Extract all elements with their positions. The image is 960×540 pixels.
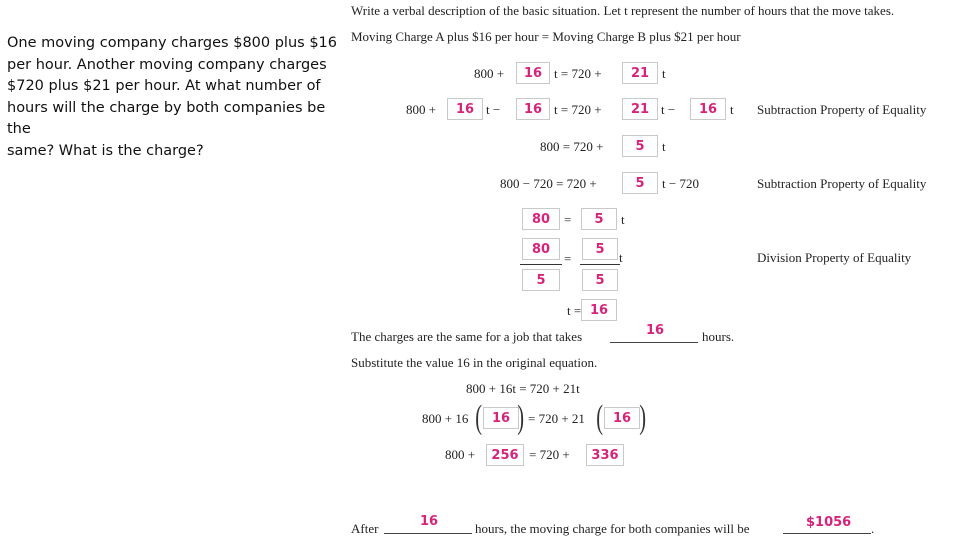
- eq4-right: t − 720: [662, 176, 699, 191]
- same-charge-answer-line: [610, 342, 698, 343]
- conclusion-hours-line: [384, 533, 472, 534]
- sub-result-answer-box-b[interactable]: 336: [586, 444, 624, 466]
- eq7-answer-box-a[interactable]: 16: [581, 299, 617, 321]
- eq1-mid: t = 720 +: [554, 66, 602, 81]
- instruction-text: Write a verbal description of the basic situation. Let t represent the number of hours that the move takes.: [351, 3, 895, 18]
- eq6-fraction-bar-a: [520, 264, 562, 265]
- eq3-answer-box-a[interactable]: 5: [622, 135, 658, 157]
- same-charge-answer[interactable]: 16: [646, 323, 665, 338]
- eq5-answer-box-a[interactable]: 80: [522, 208, 560, 230]
- conclusion-charge-answer[interactable]: $1056: [806, 515, 852, 530]
- eq1-answer-box-a[interactable]: 16: [516, 62, 550, 84]
- eq4-reason: Subtraction Property of Equality: [757, 176, 927, 191]
- open-paren: (: [596, 399, 604, 436]
- conclusion-hours-answer[interactable]: 16: [420, 514, 439, 527]
- problem-statement: [7, 33, 337, 163]
- substitute-instruction: Substitute the value 16 in the original equation.: [351, 355, 598, 370]
- eq2-mid2: t = 720 +: [554, 102, 602, 117]
- eq1-left: 800 +: [474, 66, 505, 81]
- eq5-right: t: [621, 212, 625, 227]
- eq2-mid3: t −: [661, 102, 676, 117]
- eq5-answer-box-b[interactable]: 5: [581, 208, 617, 230]
- sub-eq-answer-box-b[interactable]: 16: [604, 407, 640, 429]
- eq6-numerator-box-b[interactable]: 5: [582, 238, 618, 260]
- conclusion-period: .: [871, 521, 875, 536]
- eq2-answer-box-c[interactable]: 21: [622, 98, 658, 120]
- eq2-answer-box-d[interactable]: 16: [690, 98, 726, 120]
- verbal-description: Moving Charge A plus $16 per hour = Moving Charge B plus $21 per hour: [351, 29, 741, 44]
- problem-line: same? What is the charge?: [7, 142, 204, 159]
- eq2-left: 800 +: [406, 102, 437, 117]
- eq4-left: 800 − 720 = 720 +: [500, 176, 597, 191]
- conclusion-text: hours, the moving charge for both companies will be: [475, 521, 750, 536]
- eq6-fraction-bar-b: [580, 264, 620, 265]
- same-charge-text: The charges are the same for a job that takes: [351, 329, 583, 344]
- eq6-denominator-box-b[interactable]: 5: [582, 269, 618, 291]
- eq6-numerator-box-a[interactable]: 80: [522, 238, 560, 260]
- problem-line: per hour. Another moving company charges: [7, 56, 327, 73]
- sub-result-answer-box-a[interactable]: 256: [486, 444, 524, 466]
- eq1-answer-box-b[interactable]: 21: [622, 62, 658, 84]
- eq3-left: 800 = 720 +: [540, 139, 604, 154]
- close-paren: ): [517, 399, 525, 436]
- problem-line: One moving company charges $800 plus $16: [7, 35, 337, 51]
- eq2-answer-box-a[interactable]: 16: [447, 98, 483, 120]
- sub-eq-mid: = 720 + 21: [528, 411, 585, 426]
- original-equation: 800 + 16t = 720 + 21t: [466, 381, 580, 396]
- problem-line: $720 plus $21 per hour. At what number of: [7, 78, 321, 95]
- eq6-denominator-box-a[interactable]: 5: [522, 269, 560, 291]
- eq5-equals: =: [564, 212, 572, 227]
- eq2-mid1: t −: [486, 102, 501, 117]
- eq6-reason: Division Property of Equality: [757, 250, 912, 265]
- eq7-left: t =: [567, 303, 582, 318]
- eq6-equals: =: [564, 251, 572, 266]
- sub-eq-answer-box-a[interactable]: 16: [483, 407, 519, 429]
- sub-eq-left: 800 + 16: [422, 411, 469, 426]
- conclusion-after: After: [351, 521, 379, 536]
- open-paren: (: [475, 399, 483, 436]
- eq4-answer-box-a[interactable]: 5: [622, 172, 658, 194]
- problem-line: the: [7, 121, 31, 138]
- close-paren: ): [639, 399, 647, 436]
- same-charge-unit: hours.: [702, 329, 735, 344]
- problem-line: hours will the charge by both companies be: [7, 99, 326, 116]
- eq2-right: t: [730, 102, 734, 117]
- eq3-right: t: [662, 139, 666, 154]
- eq2-reason: Subtraction Property of Equality: [757, 102, 927, 117]
- eq1-right: t: [662, 66, 666, 81]
- sub-result-mid: = 720 +: [529, 447, 570, 462]
- eq6-right: t: [619, 250, 623, 265]
- sub-result-left: 800 +: [445, 447, 476, 462]
- eq2-answer-box-b[interactable]: 16: [516, 98, 550, 120]
- conclusion-charge-line: [783, 533, 871, 534]
